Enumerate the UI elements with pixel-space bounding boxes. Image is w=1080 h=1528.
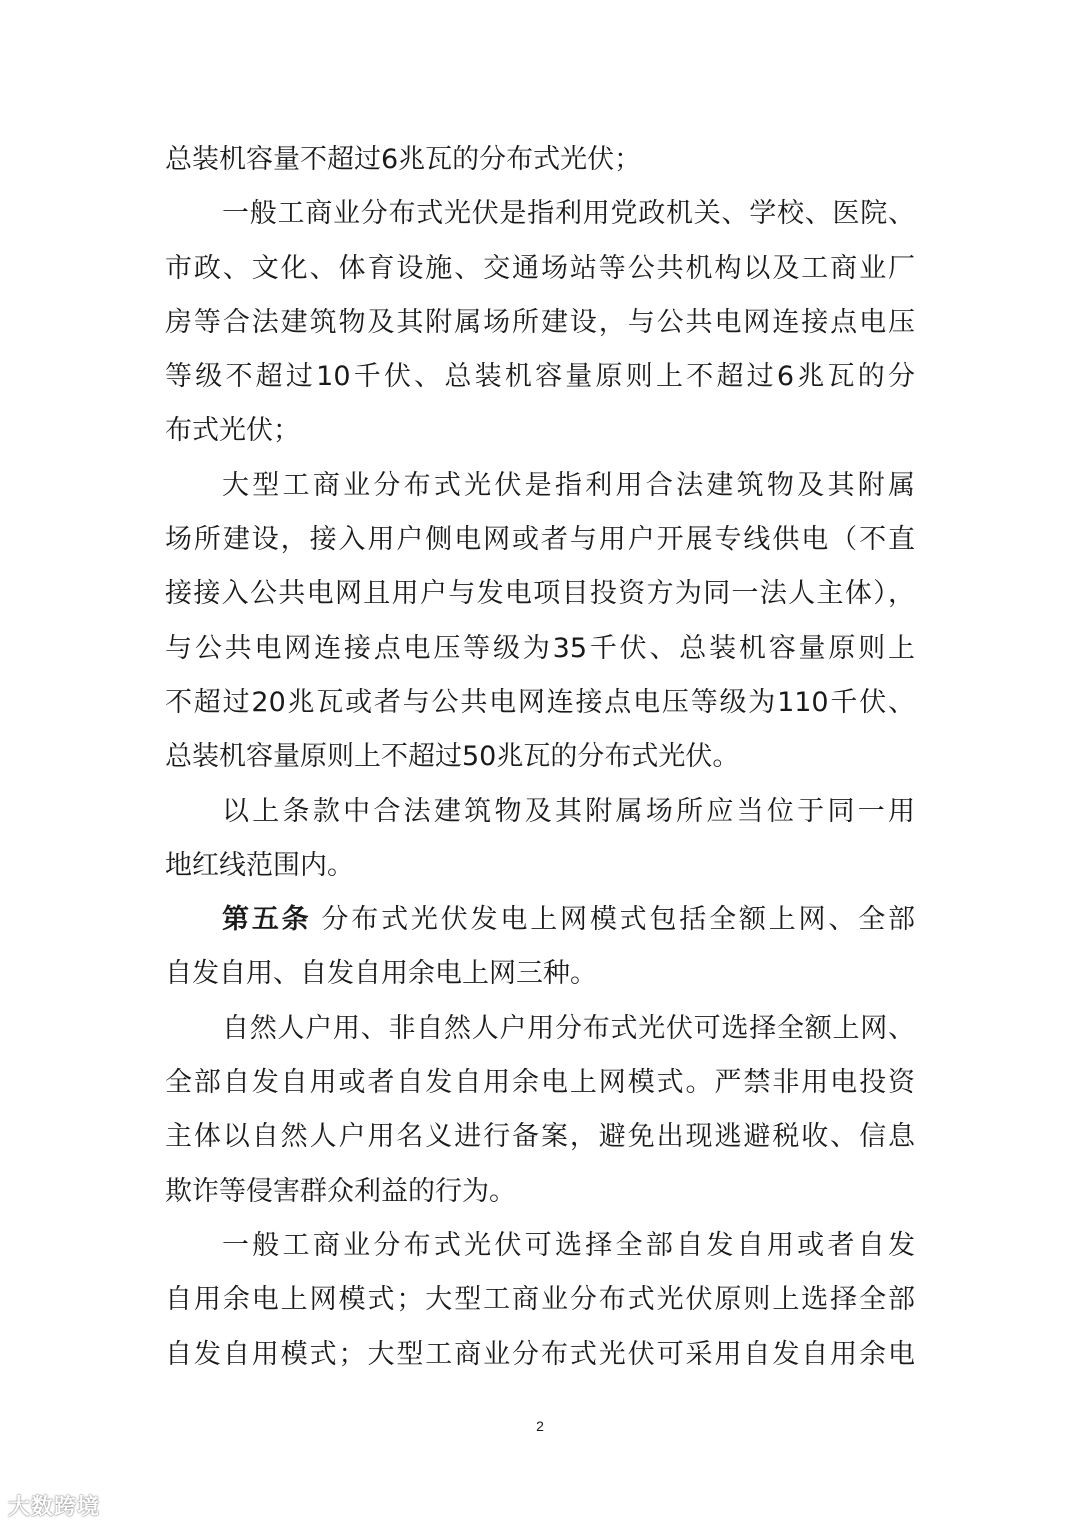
text-line: [165, 1219, 915, 1273]
line-text: 全部自发自用或者自发自用余电上网模式。严禁非用电投资: [165, 1067, 915, 1099]
line-text: 一般工商业分布式光伏是指利用党政机关、学校、医院、: [222, 198, 915, 230]
line-text: 一般工商业分布式光伏可选择全部自发自用或者自发: [222, 1229, 915, 1261]
article-heading: 第五条: [222, 904, 312, 936]
text-line: [165, 785, 915, 839]
line-text: 欺诈等侵害群众利益的行为。: [165, 1175, 516, 1207]
page-number: 2: [536, 1418, 544, 1434]
text-line: [165, 947, 915, 1001]
line-text: 总装机容量原则上不超过50兆瓦的分布式光伏。: [165, 741, 740, 773]
line-text: 自发自用、自发自用余电上网三种。: [165, 958, 597, 990]
text-line: [165, 133, 915, 187]
text-line: [165, 1056, 915, 1110]
watermark-logo: 大数跨境: [8, 1495, 101, 1520]
text-line: [165, 459, 915, 513]
line-text: 主体以自然人户用名义进行备案，避免出现逃避税收、信息: [165, 1121, 915, 1153]
text-line: [165, 1328, 915, 1382]
text-line: [165, 567, 915, 621]
text-line: [165, 730, 915, 784]
line-text: 地红线范围内。: [165, 849, 354, 881]
text-line: [165, 839, 915, 893]
text-line: [165, 187, 915, 241]
text-line: [165, 1165, 915, 1219]
line-text: 分布式光伏发电上网模式包括全额上网、全部: [321, 904, 916, 936]
text-line: [165, 242, 915, 296]
text-line: [165, 676, 915, 730]
text-line: [165, 1002, 915, 1056]
line-text: 大型工商业分布式光伏是指利用合法建筑物及其附属: [222, 469, 915, 501]
line-text: 自用余电上网模式；大型工商业分布式光伏原则上选择全部: [165, 1284, 915, 1316]
line-text: 等级不超过10千伏、总装机容量原则上不超过6兆瓦的分: [165, 361, 915, 393]
line-text: 自发自用模式；大型工商业分布式光伏可采用自发自用余电: [165, 1338, 915, 1370]
line-text: 不超过20兆瓦或者与公共电网连接点电压等级为110千伏、: [165, 686, 915, 718]
text-line: [165, 513, 915, 567]
line-text: 与公共电网连接点电压等级为35千伏、总装机容量原则上: [165, 632, 915, 664]
line-text: 自然人户用、非自然人户用分布式光伏可选择全额上网、: [222, 1012, 915, 1044]
line-text: 房等合法建筑物及其附属场所建设，与公共电网连接点电压: [165, 306, 915, 338]
line-text: 场所建设，接入用户侧电网或者与用户开展专线供电（不直: [165, 524, 915, 556]
text-line: [165, 1273, 915, 1327]
line-text: 接接入公共电网且用户与发电项目投资方为同一法人主体），: [165, 578, 915, 610]
text-line: [165, 404, 915, 458]
text-line: [165, 1110, 915, 1164]
text-line: [165, 893, 915, 947]
line-text: 总装机容量不超过6兆瓦的分布式光伏；: [165, 144, 642, 175]
line-text: 以上条款中合法建筑物及其附属场所应当位于同一用: [222, 795, 915, 827]
text-line: [165, 296, 915, 350]
line-text: 市政、文化、体育设施、交通场站等公共机构以及工商业厂: [165, 252, 915, 284]
text-line: [165, 622, 915, 676]
line-text: 布式光伏；: [165, 415, 300, 447]
document-body: [165, 133, 915, 1382]
text-line: [165, 350, 915, 404]
